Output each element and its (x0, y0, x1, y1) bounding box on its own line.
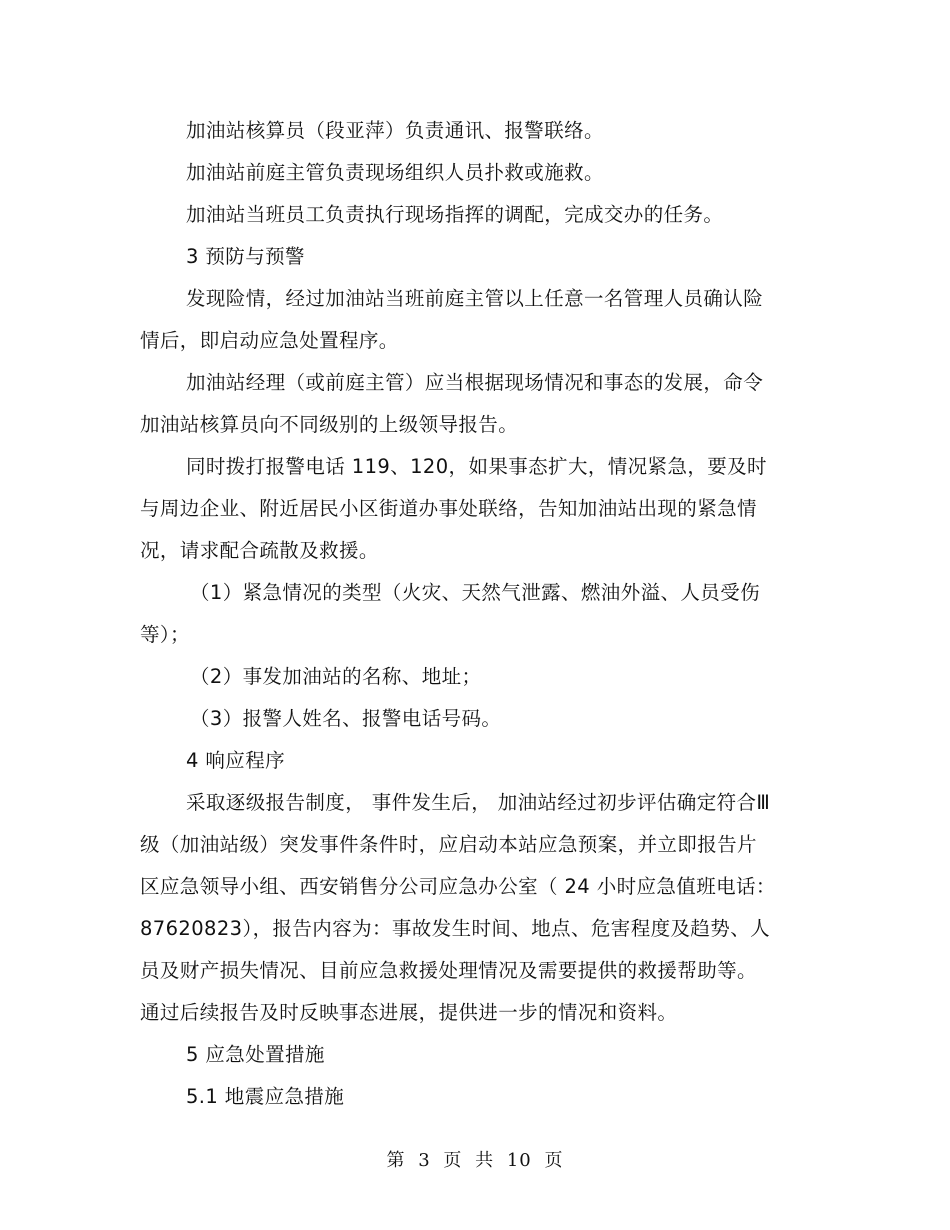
paragraph-line: （3）报警人姓名、报警电话号码。 (190, 707, 502, 730)
paragraph-line: 级（加油站级）突发事件条件时，应启动本站应急预案，并立即报告片 (140, 833, 757, 856)
paragraph-line: 同时拨打报警电话 119、120，如果事态扩大，情况紧急，要及时 (186, 455, 767, 478)
paragraph-line: 区应急领导小组、西安销售分公司应急办公室（ 24 小时应急值班电话： (140, 875, 776, 898)
paragraph-line: 87620823），报告内容为：事故发生时间、地点、危害程度及趋势、人 (140, 917, 771, 940)
paragraph-line: 与周边企业、附近居民小区街道办事处联络，告知加油站出现的紧急情 (140, 497, 757, 520)
paragraph-line: 通过后续报告及时反映事态进展，提供进一步的情况和资料。 (140, 1001, 678, 1024)
page-footer: 第 3 页 共 10 页 (386, 1150, 564, 1171)
paragraph-line: 5.1 地震应急措施 (186, 1085, 345, 1108)
paragraph-line: 发现险情，经过加油站当班前庭主管以上任意一名管理人员确认险 (186, 287, 764, 310)
paragraph-line: 加油站前庭主管负责现场组织人员扑救或施救。 (186, 161, 604, 184)
paragraph-line: 等）； (140, 623, 190, 646)
paragraph-line: 采取逐级报告制度， 事件发生后， 加油站经过初步评估确定符合Ⅲ (186, 791, 771, 814)
paragraph-line: （2）事发加油站的名称、地址； (190, 665, 482, 688)
paragraph-line: 5 应急处置措施 (186, 1043, 325, 1066)
paragraph-line: 4 响应程序 (186, 749, 286, 772)
document-body (140, 110, 800, 1118)
paragraph-line: 况，请求配合疏散及救援。 (140, 539, 379, 562)
paragraph-line: 员及财产损失情况、目前应急救援处理情况及需要提供的救援帮助等。 (140, 959, 757, 982)
paragraph-line: 加油站核算员向不同级别的上级领导报告。 (140, 413, 519, 436)
paragraph-line: （1）紧急情况的类型（火灾、天然气泄露、燃油外溢、人员受伤 (190, 581, 761, 604)
paragraph-line: 加油站核算员（段亚萍）负责通讯、报警联络。 (186, 119, 604, 142)
paragraph-line: 3 预防与预警 (186, 245, 305, 268)
paragraph-line: 加油站当班员工负责执行现场指挥的调配，完成交办的任务。 (186, 203, 724, 226)
paragraph-line: 加油站经理（或前庭主管）应当根据现场情况和事态的发展，命令 (186, 371, 764, 394)
paragraph-line: 情后，即启动应急处置程序。 (140, 329, 399, 352)
